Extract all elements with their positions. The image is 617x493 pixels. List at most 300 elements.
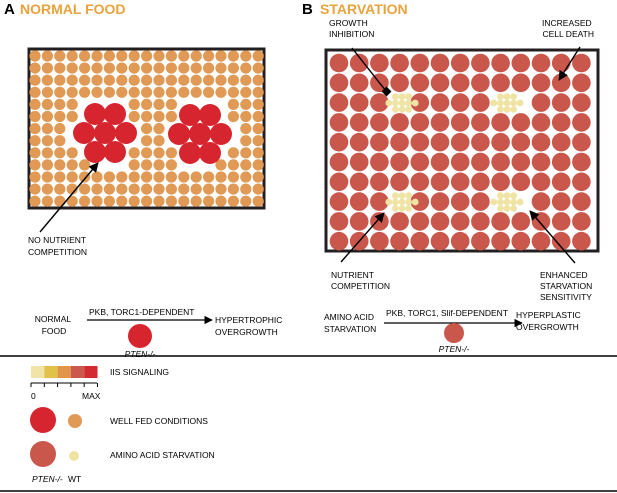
wt-cell-starved [399,205,406,212]
pten-cell-starved [370,173,389,192]
wt-cell-fed [203,184,214,195]
wt-cell-fed [129,147,140,158]
wt-cell-fed [29,123,40,134]
wt-cell-fed [54,63,65,74]
pten-cell-starved [370,232,389,251]
wt-cell-fed [54,123,65,134]
wt-cell-fed [253,111,264,122]
pten-cell-starved [390,212,409,231]
pten-cell-starved [411,54,430,73]
wt-cell-starved [504,100,511,107]
label-nutrient-competition: NUTRIENT COMPETITION [331,270,391,291]
pten-cell-starved [512,153,531,172]
wt-cell-fed [141,111,152,122]
wt-cell-fed [240,123,251,134]
wt-cell-fed [228,50,239,61]
wt-cell-starved [517,199,524,206]
wt-cell-fed [129,184,140,195]
wt-cell-fed [141,50,152,61]
wt-cell-starved [405,100,412,107]
wt-cell-fed [29,87,40,98]
wt-cell-fed [141,63,152,74]
pten-cell-starved [471,93,490,112]
wt-cell-starved [510,205,517,212]
wt-cell-fed [42,135,53,146]
pten-cell-fed [199,142,221,164]
legend-wt-starved-cell [69,451,79,461]
pten-cell-starved [512,74,531,93]
pten-cell-fed [199,104,221,126]
wt-cell-fed [228,171,239,182]
pathway-b-pten-cell [444,323,464,343]
wt-cell-fed [166,99,177,110]
panel-a-letter: A [4,1,15,18]
pten-cell-starved [330,93,349,112]
wt-cell-fed [91,63,102,74]
wt-cell-fed [67,63,78,74]
pten-cell-starved [431,54,450,73]
wt-cell-fed [166,159,177,170]
wt-cell-fed [166,171,177,182]
wt-cell-fed [54,184,65,195]
wt-cell-fed [54,135,65,146]
wt-cell-fed [240,63,251,74]
pten-cell-starved [572,113,591,132]
pten-cell-starved [330,113,349,132]
pten-cell-starved [431,192,450,211]
wt-cell-starved [405,192,412,199]
wt-cell-fed [67,87,78,98]
wt-cell-fed [203,63,214,74]
pten-cell-starved [491,212,510,231]
pten-cell-fed [168,123,190,145]
wt-cell-starved [385,100,392,107]
wt-cell-fed [91,171,102,182]
pten-cell-starved [370,133,389,152]
pten-cell-starved [451,54,470,73]
pten-cell-starved [552,212,571,231]
pten-cell-fed [84,141,106,163]
panel-b-title: STARVATION [320,1,408,17]
pten-cell-starved [532,232,551,251]
pten-cell-starved [572,232,591,251]
pten-cell-starved [572,54,591,73]
pten-cell-starved [451,93,470,112]
wt-cell-fed [153,75,164,86]
wt-cell-fed [178,50,189,61]
wt-cell-fed [215,87,226,98]
wt-cell-fed [129,111,140,122]
pathway-a-mechanism: PKB, TORC1-DEPENDENT [89,307,195,317]
wt-cell-fed [240,87,251,98]
wt-cell-fed [54,171,65,182]
wt-cell-fed [253,63,264,74]
wt-cell-fed [29,111,40,122]
wt-cell-fed [253,196,264,207]
pten-cell-starved [390,54,409,73]
wt-cell-fed [129,50,140,61]
pten-cell-starved [471,192,490,211]
wt-cell-fed [42,63,53,74]
pten-cell-starved [330,192,349,211]
pten-cell-starved [491,153,510,172]
wt-cell-fed [67,50,78,61]
wt-cell-fed [54,99,65,110]
wt-cell-starved [392,100,399,107]
wt-cell-fed [42,75,53,86]
wt-cell-fed [141,147,152,158]
pten-cell-starved [491,113,510,132]
wt-cell-fed [215,63,226,74]
wt-cell-starved [412,100,419,107]
wt-cell-starved [497,100,504,107]
wt-cell-fed [141,196,152,207]
wt-cell-fed [54,159,65,170]
wt-cell-fed [240,171,251,182]
scale-ticks [31,383,98,387]
legend-pten-starved-cell [30,441,56,467]
pten-cell-starved [451,192,470,211]
legend-wt-genotype: WT [68,474,82,484]
wt-cell-starved [504,192,511,199]
wt-cell-fed [54,50,65,61]
wt-cell-fed [91,50,102,61]
pathway-a-condition: NORMAL FOOD [34,314,71,336]
wt-cell-starved [399,192,406,199]
pten-cell-starved [431,133,450,152]
pathway-b-genotype: PTEN-/- [438,344,470,354]
pathway-b-outcome: HYPERPLASTIC OVERGROWTH [516,310,581,332]
wt-cell-starved [510,106,517,113]
wt-cell-fed [178,196,189,207]
pathway-a-genotype: PTEN-/- [124,349,156,359]
wt-cell-fed [153,196,164,207]
wt-cell-fed [166,184,177,195]
wt-cell-fed [129,171,140,182]
pten-cell-starved [552,113,571,132]
pten-cell-starved [572,192,591,211]
wt-cell-fed [240,184,251,195]
wt-cell-fed [42,111,53,122]
pten-cell-starved [491,232,510,251]
wt-cell-fed [54,111,65,122]
legend-starvation: AMINO ACID STARVATION [110,450,215,460]
pten-cell-starved [330,212,349,231]
wt-cell-fed [29,99,40,110]
pten-cell-starved [451,113,470,132]
wt-cell-fed [116,184,127,195]
pten-cell-starved [350,113,369,132]
wt-cell-fed [215,196,226,207]
wt-cell-fed [79,159,90,170]
wt-cell-fed [116,50,127,61]
pten-cell-starved [471,54,490,73]
pten-cell-starved [370,212,389,231]
wt-cell-starved [510,192,517,199]
wt-cell-fed [42,99,53,110]
panel-a-cell-field [29,49,264,208]
wt-cell-fed [153,99,164,110]
pten-cell-starved [471,212,490,231]
pten-cell-starved [572,173,591,192]
wt-cell-starved [412,199,419,206]
pten-cell-starved [512,113,531,132]
wt-cell-fed [166,111,177,122]
label-enhanced-starvation-sensitivity: ENHANCED STARVATION SENSITIVITY [540,270,593,302]
wt-cell-starved [405,205,412,212]
wt-cell-fed [29,196,40,207]
wt-cell-starved [385,199,392,206]
pten-cell-starved [390,232,409,251]
wt-cell-starved [399,199,406,206]
pten-cell-starved [390,133,409,152]
wt-cell-fed [79,50,90,61]
wt-cell-fed [178,184,189,195]
wt-cell-starved [490,100,497,107]
wt-cell-fed [240,50,251,61]
wt-cell-fed [67,75,78,86]
wt-cell-fed [141,99,152,110]
pten-cell-starved [532,74,551,93]
pten-cell-fed [115,122,137,144]
wt-cell-starved [497,106,504,113]
wt-cell-fed [79,184,90,195]
pten-cell-fed [94,122,116,144]
wt-cell-starved [517,100,524,107]
wt-cell-fed [228,159,239,170]
pten-cell-starved [451,74,470,93]
wt-cell-fed [191,50,202,61]
wt-cell-starved [490,199,497,206]
pten-cell-starved [471,153,490,172]
wt-cell-starved [405,106,412,113]
wt-cell-fed [42,184,53,195]
wt-cell-fed [54,75,65,86]
wt-cell-starved [510,93,517,100]
pten-cell-starved [411,232,430,251]
pten-cell-starved [532,192,551,211]
label-growth-inhibition: GROWTH INHIBITION [329,18,375,39]
wt-cell-fed [240,159,251,170]
wt-cell-fed [228,147,239,158]
wt-cell-fed [253,75,264,86]
pathway-b-mechanism: PKB, TORC1, Slif-DEPENDENT [386,308,509,318]
wt-cell-fed [240,75,251,86]
wt-cell-fed [129,87,140,98]
wt-cell-fed [228,63,239,74]
wt-cell-fed [129,75,140,86]
pten-cell-starved [411,133,430,152]
pten-cell-starved [330,232,349,251]
wt-cell-fed [129,159,140,170]
pten-cell-starved [532,212,551,231]
wt-cell-fed [42,159,53,170]
pten-cell-fed [179,142,201,164]
pten-cell-starved [512,212,531,231]
wt-cell-fed [42,50,53,61]
wt-cell-fed [178,63,189,74]
pten-cell-starved [512,173,531,192]
wt-cell-fed [79,196,90,207]
wt-cell-fed [42,171,53,182]
wt-cell-fed [191,184,202,195]
wt-cell-fed [67,159,78,170]
wt-cell-fed [29,184,40,195]
pten-cell-starved [552,93,571,112]
pten-cell-fed [104,141,126,163]
wt-cell-fed [79,171,90,182]
wt-cell-fed [253,135,264,146]
wt-cell-fed [215,171,226,182]
wt-cell-fed [141,135,152,146]
wt-cell-starved [392,205,399,212]
pten-cell-starved [552,54,571,73]
wt-cell-starved [497,199,504,206]
pten-cell-starved [431,232,450,251]
wt-cell-fed [104,75,115,86]
pten-cell-starved [471,113,490,132]
panel-b-cell-field [326,50,598,251]
wt-cell-fed [191,196,202,207]
pten-cell-starved [411,74,430,93]
wt-cell-fed [215,75,226,86]
wt-cell-starved [504,205,511,212]
wt-cell-fed [153,50,164,61]
pten-cell-starved [390,173,409,192]
wt-cell-fed [191,171,202,182]
pten-cell-starved [451,232,470,251]
wt-cell-fed [42,87,53,98]
legend-pten-genotype: PTEN-/- [32,474,63,484]
panel-a-title: NORMAL FOOD [20,1,126,17]
wt-cell-fed [141,87,152,98]
wt-cell-starved [405,199,412,206]
wt-cell-fed [54,196,65,207]
wt-cell-fed [79,63,90,74]
wt-cell-fed [153,171,164,182]
wt-cell-fed [67,171,78,182]
iis-scale-swatch [71,366,84,378]
pten-cell-starved [411,113,430,132]
wt-cell-fed [67,147,78,158]
pten-cell-starved [532,93,551,112]
wt-cell-fed [116,171,127,182]
pten-cell-starved [370,153,389,172]
wt-cell-fed [104,63,115,74]
wt-cell-fed [129,63,140,74]
iis-scale-swatch [44,366,57,378]
pten-cell-starved [431,113,450,132]
wt-cell-starved [399,100,406,107]
wt-cell-starved [504,199,511,206]
pten-cell-starved [330,133,349,152]
wt-cell-fed [91,196,102,207]
wt-cell-fed [141,184,152,195]
wt-cell-fed [166,50,177,61]
wt-cell-fed [203,196,214,207]
wt-cell-starved [497,192,504,199]
scale-max-label: MAX [82,391,101,401]
wt-cell-fed [240,135,251,146]
wt-cell-fed [253,147,264,158]
wt-cell-starved [497,205,504,212]
wt-cell-starved [510,199,517,206]
wt-cell-fed [253,99,264,110]
pten-cell-starved [350,173,369,192]
wt-cell-fed [166,63,177,74]
wt-cell-fed [29,50,40,61]
pten-cell-starved [451,153,470,172]
wt-cell-fed [29,135,40,146]
wt-cell-starved [405,93,412,100]
wt-cell-fed [116,87,127,98]
pten-cell-starved [431,74,450,93]
pten-cell-starved [431,93,450,112]
wt-cell-fed [29,159,40,170]
pten-cell-starved [491,173,510,192]
pten-cell-starved [572,212,591,231]
wt-cell-starved [504,106,511,113]
wt-cell-fed [178,75,189,86]
legend-wt-fed-cell [68,414,82,428]
wt-cell-fed [129,99,140,110]
pten-cell-starved [370,54,389,73]
wt-cell-starved [497,93,504,100]
legend-well-fed: WELL FED CONDITIONS [110,416,208,426]
wt-cell-fed [253,184,264,195]
pten-cell-fed [73,122,95,144]
wt-cell-fed [153,147,164,158]
wt-cell-fed [240,147,251,158]
label-no-nutrient-competition: NO NUTRIENT COMPETITION [28,235,88,257]
wt-cell-starved [392,192,399,199]
iis-scale-swatch [84,366,97,378]
wt-cell-fed [42,123,53,134]
wt-cell-fed [153,111,164,122]
wt-cell-fed [29,147,40,158]
pten-cell-starved [390,153,409,172]
panel-b-letter: B [302,1,313,18]
wt-cell-fed [228,184,239,195]
wt-cell-fed [116,75,127,86]
pten-cell-starved [532,153,551,172]
wt-cell-fed [153,63,164,74]
pten-cell-fed [179,104,201,126]
pten-cell-starved [370,113,389,132]
pten-cell-starved [390,74,409,93]
wt-cell-fed [253,159,264,170]
wt-cell-fed [215,50,226,61]
wt-cell-fed [153,159,164,170]
wt-cell-fed [253,171,264,182]
wt-cell-fed [240,99,251,110]
pathway-b-condition: AMINO ACID STARVATION [324,312,377,334]
wt-cell-fed [153,184,164,195]
pten-cell-starved [471,133,490,152]
pten-cell-starved [350,192,369,211]
pten-cell-starved [552,173,571,192]
pten-cell-starved [512,232,531,251]
pten-cell-starved [431,173,450,192]
wt-cell-fed [228,75,239,86]
wt-cell-fed [166,75,177,86]
iis-scale-swatch [58,366,71,378]
pathway-a-outcome: HYPERTROPHIC OVERGROWTH [215,315,283,337]
wt-cell-fed [54,147,65,158]
pten-cell-starved [431,153,450,172]
wt-cell-starved [392,106,399,113]
pten-cell-starved [350,93,369,112]
